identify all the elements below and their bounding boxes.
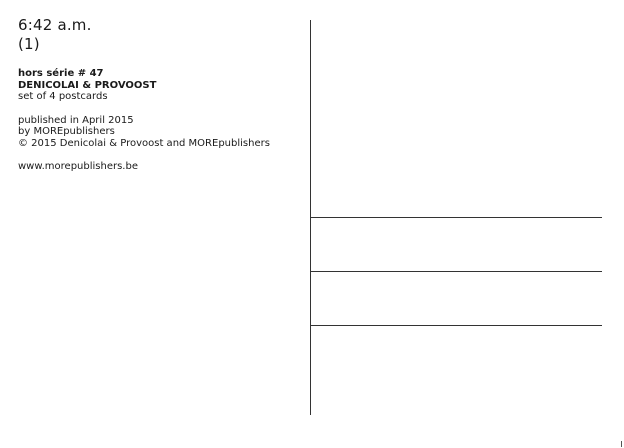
website-link[interactable]: www.morepublishers.be: [18, 161, 138, 172]
spacer: [18, 103, 303, 115]
crop-mark: [621, 441, 622, 447]
edition-label: set of 4 postcards: [18, 91, 108, 102]
series-label: hors série # 47: [18, 68, 104, 79]
address-line-2: [311, 271, 602, 272]
title-line-2: (1): [18, 35, 40, 53]
spacer: [18, 149, 303, 161]
publication-info: [18, 68, 303, 173]
publisher-label: by MOREpublishers: [18, 126, 115, 137]
published-date: published in April 2015: [18, 114, 134, 126]
postcard-title: [18, 16, 92, 54]
address-line-3: [311, 325, 602, 326]
address-line-1: [311, 217, 602, 218]
title-line-1: 6:42 a.m.: [18, 16, 92, 34]
artists-label: DENICOLAI & PROVOOST: [18, 79, 157, 91]
copyright-notice: © 2015 Denicolai & Provoost and MOREpublishers: [18, 137, 270, 149]
